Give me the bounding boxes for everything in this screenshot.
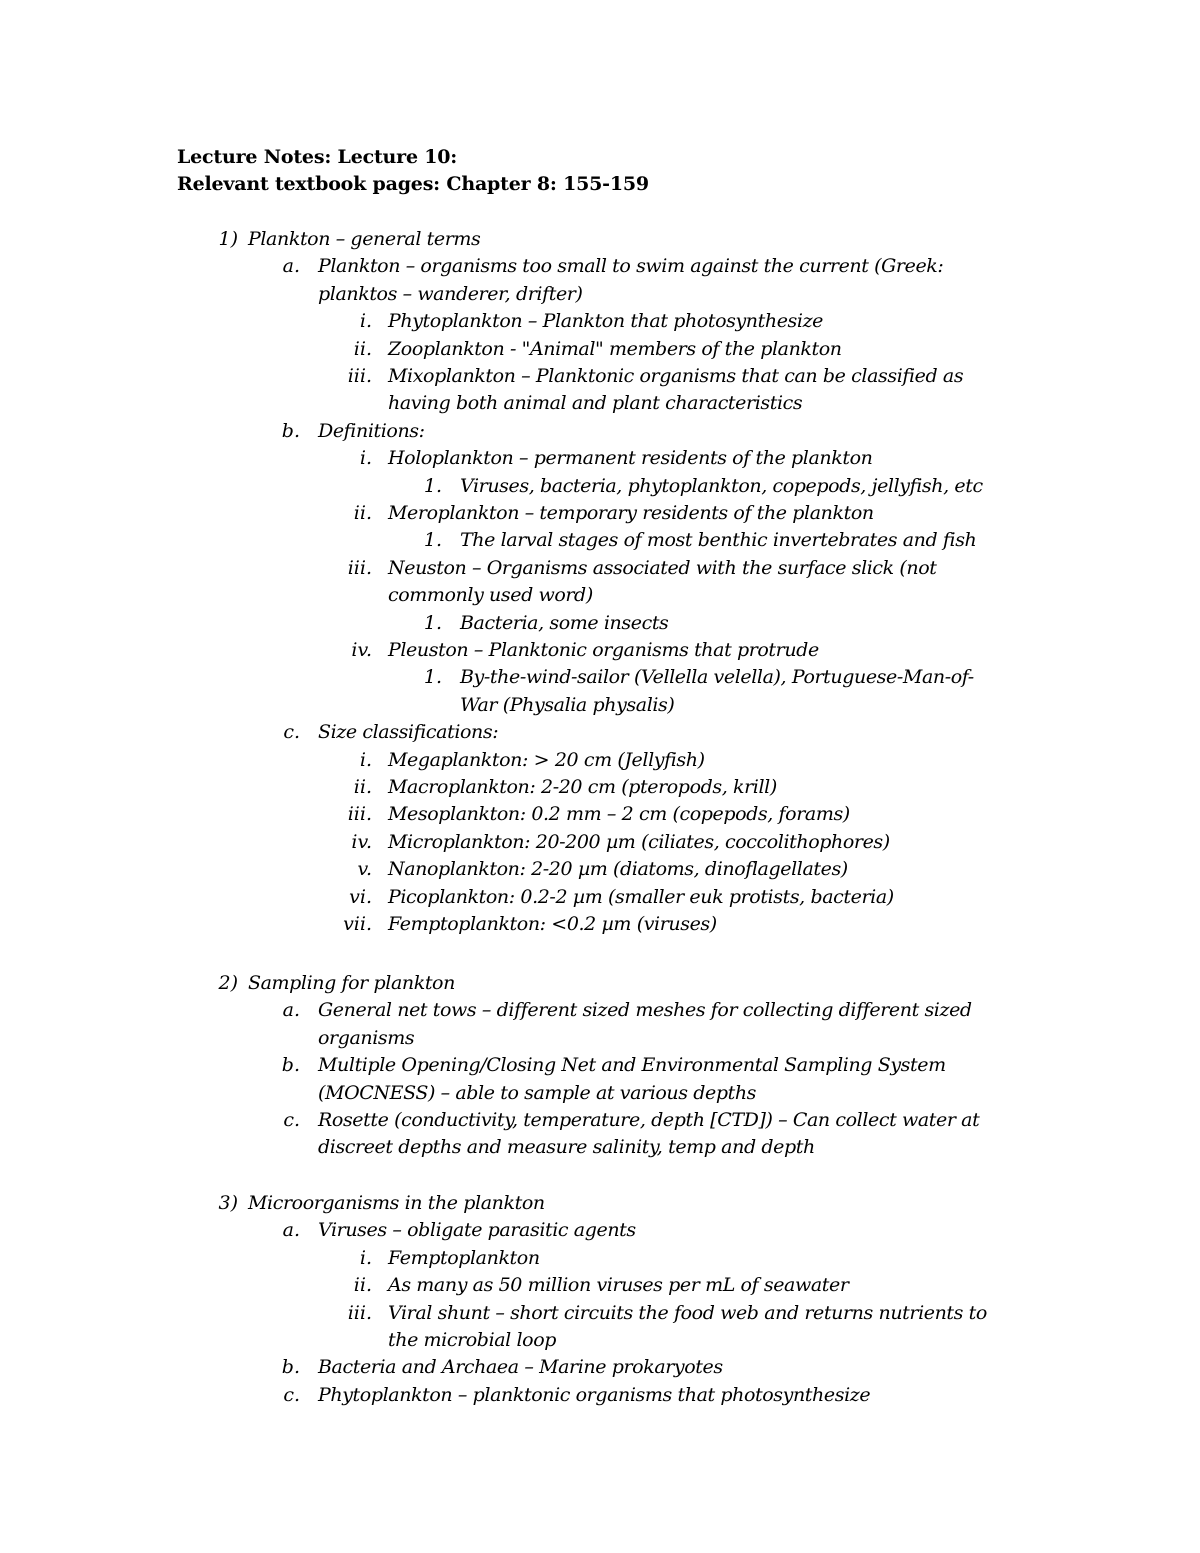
list-marker: b. [281,419,300,442]
list-item-text: Picoplankton: 0.2-2 µm (smaller euk protists, bacteria) [388,885,894,908]
list-marker: 2) [218,972,238,994]
list-item-text: The larval stages of most benthic invertebrates and fish [460,529,977,552]
list-marker: c. [283,1383,300,1406]
list-item-text: Neuston – Organisms associated with the surface slick (not [388,556,937,579]
list-marker: a. [282,255,300,278]
section-heading: Sampling for plankton [248,972,455,994]
list-item-text: Femptoplankton: <0.2 µm (viruses) [388,913,717,935]
list-marker: 1. [423,474,442,497]
list-item-text: Mixoplankton – Planktonic organisms that can be classified as [388,365,964,387]
list-item-text: War (Physalia physalis) [460,693,675,716]
list-item-text: Viruses – obligate parasitic agents [318,1219,636,1242]
list-marker: i. [359,1246,372,1269]
list-item-text: Definitions: [318,419,425,442]
list-marker: 1. [423,666,442,689]
list-marker: c. [283,721,300,744]
list-item-text: Macroplankton: 2-20 cm (pteropods, krill) [388,776,777,798]
list-item-text: Viruses, bacteria, phytoplankton, copepods, jellyfish, etc [460,474,983,497]
list-marker: ii. [353,1274,372,1297]
list-marker: ii. [353,776,372,798]
list-marker: 1. [423,611,442,634]
list-marker: i. [359,748,372,771]
list-item-text: Nanoplankton: 2-20 µm (diatoms, dinoflagellates) [388,858,848,881]
list-item-text: Zooplankton - "Animal" members of the plankton [388,337,842,360]
list-marker: v. [357,858,372,881]
list-marker: b. [281,1054,300,1077]
list-marker: i. [359,447,372,470]
list-item-text: Phytoplankton – Plankton that photosynthesize [388,310,824,333]
list-marker: c. [283,1109,300,1131]
list-item-text: Plankton – organisms too small to swim against the current (Greek: [318,255,944,278]
list-marker: b. [281,1356,300,1379]
list-item-text: As many as 50 million viruses per mL of seawater [388,1274,849,1297]
list-marker: a. [282,999,300,1022]
section-heading: Microorganisms in the plankton [248,1192,545,1214]
list-marker: 1) [218,228,238,250]
list-item-text: Megaplankton: > 20 cm (Jellyfish) [388,748,705,771]
list-item-text: Phytoplankton – planktonic organisms that photosynthesize [318,1383,871,1406]
list-item-text: planktos – wanderer, drifter) [318,282,583,305]
list-marker: vi. [349,885,372,908]
list-marker: 3) [218,1192,238,1214]
list-marker: a. [282,1219,300,1242]
list-item-text: commonly used word) [388,584,593,607]
list-marker: iv. [351,639,372,661]
list-marker: iii. [347,1301,372,1324]
list-item-text: Multiple Opening/Closing Net and Environmental Sampling System [318,1054,946,1077]
list-item-text: General net tows – different sized meshes for collecting different sized [318,999,972,1022]
list-item-text: Size classifications: [318,721,499,744]
list-item-text: discreet depths and measure salinity, temp and depth [318,1136,815,1159]
list-item-text: Mesoplankton: 0.2 mm – 2 cm (copepods, forams) [388,803,850,826]
list-marker: iii. [347,803,372,826]
list-item-text: Holoplankton – permanent residents of the plankton [388,447,873,470]
list-item-text: Viral shunt – short circuits the food web and returns nutrients to [388,1301,987,1324]
list-marker: iii. [347,365,372,387]
list-item-text: Microplankton: 20-200 µm (ciliates, coccolithophores) [388,830,890,853]
list-item-text: having both animal and plant characteristics [388,392,803,415]
section-heading: Plankton – general terms [248,228,481,250]
list-item-text: organisms [318,1026,415,1049]
list-item-text: (MOCNESS) – able to sample at various depths [318,1081,757,1104]
list-marker: iv. [351,830,372,853]
list-item-text: Pleuston – Planktonic organisms that protrude [388,639,819,661]
list-item-text: By-the-wind-sailor (Vellella velella), Portuguese-Man-of- [460,666,974,689]
list-marker: i. [359,310,372,333]
list-marker: vii. [343,913,372,935]
list-item-text: Bacteria, some insects [460,611,669,634]
list-item-text: Bacteria and Archaea – Marine prokaryotes [318,1356,723,1379]
textbook-pages: Relevant textbook pages: Chapter 8: 155-159 [177,173,649,195]
lecture-title: Lecture Notes: Lecture 10: [177,146,458,168]
list-item-text: Femptoplankton [388,1246,540,1269]
list-marker: 1. [423,529,442,552]
list-marker: ii. [353,337,372,360]
list-item-text: Meroplankton – temporary residents of the plankton [388,502,874,524]
list-marker: iii. [347,556,372,579]
list-item-text: Rosette (conductivity, temperature, depth [CTD]) – Can collect water at [318,1109,980,1131]
list-marker: ii. [353,502,372,524]
list-item-text: the microbial loop [388,1329,557,1351]
